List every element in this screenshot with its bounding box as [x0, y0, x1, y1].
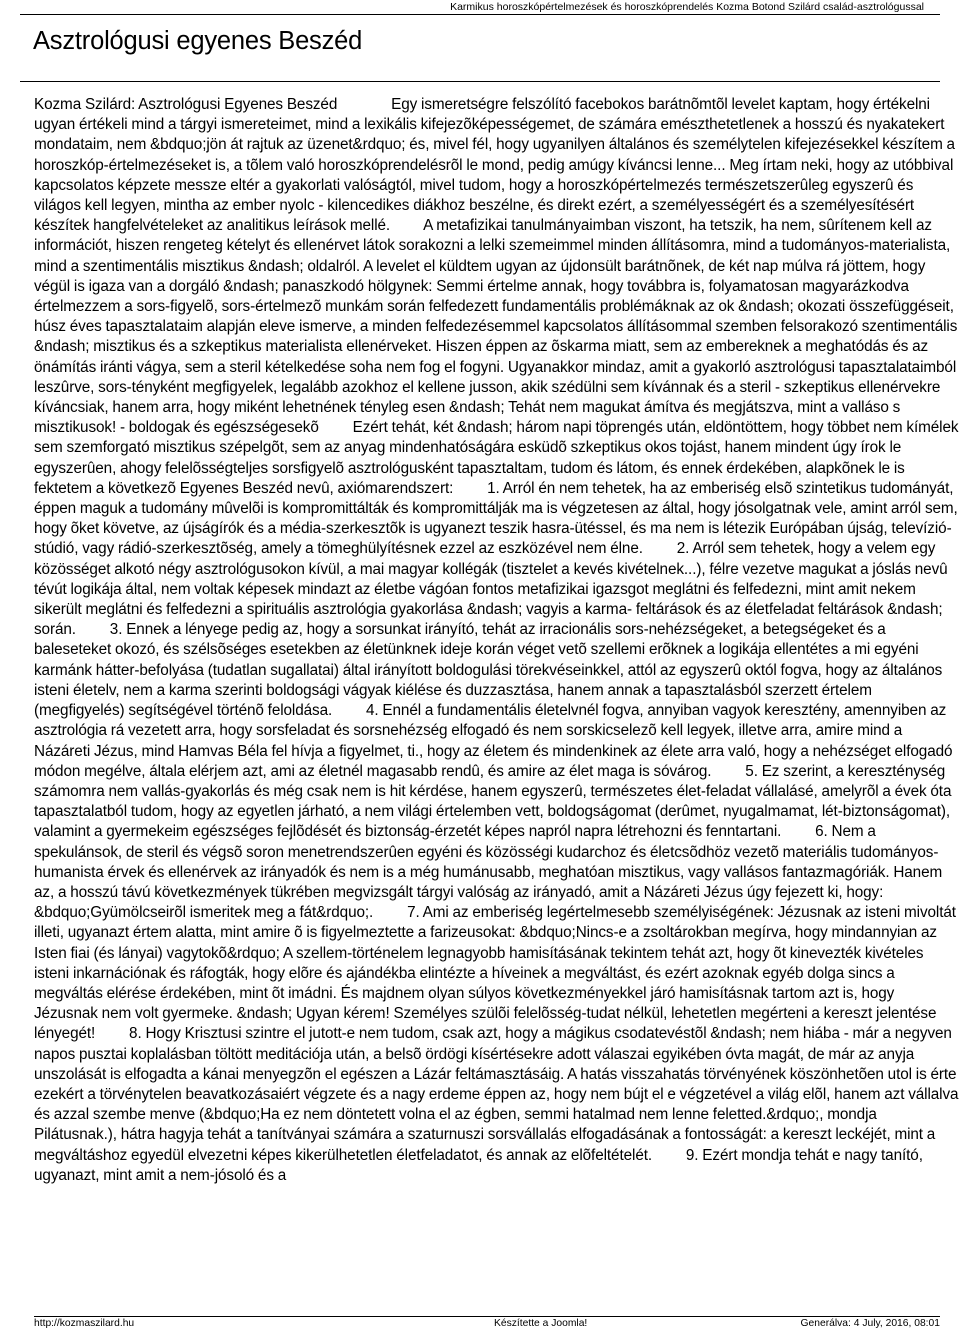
site-url-link[interactable]: http://kozmaszilard.hu	[34, 1318, 135, 1329]
page-footer	[34, 1316, 940, 1330]
article-paragraph: 4. Ennél a fundamentális életelvnél fogva, annyiban vagyok keresztény, amennyiben az asztrológia rá vezetett arra, hogy sorsfeladat és sorsnehézség elfogadó és nem sorskicselezõ kell legyek, illetve arra, amire mind a Názáreti Jézus, mind Hamvas Béla fel hívja a figyelmet, ti., hogy az életem és mindenkinek az élete arra való, hogy a nehézséget elfogadó módon megélve, általa elérjem azt, ami az életnél magasabb rendû, és amire az élet maga is sóvárog.	[34, 702, 953, 780]
article-paragraph: 7. Ami az emberiség legértelmesebb személyiségének: Jézusnak az isteni mivoltát illeti, ugyanazt értem alatta, mint amire õ is figyelmeztette a farizeusokat: &bdquo;Nincs-e a zsoltárokban megírva, hogy mindannyian az Isten fiai (és lányai) vagytokõ&rdquo; A szellem-történelem legnagyobb hamisításának tekintem tehát azt, hogy õt kinevezték kivételes isteni inkarnációnak és ráfogták, hogy elõre és ajándékba elintézte a híveinek a megváltást, és ezért azoknak egyéb dolga sincs a megváltás elérése érdekében, mint õt imádni. És majdnem olyan súlyos következményekkel járó hamisításnak tartom azt is, hogy Jézusnak nem volt gyermeke. &ndash; Ugyan kérem! Személyes szülõi felelõsség-tudat nélkül, lehetetlen megérteni a kereszt jelentése lényegét!	[34, 904, 956, 1043]
article-paragraph: 9. Ezért mondja tehát e nagy tanító, ugyanazt, mint amit a nem-jósoló és a	[34, 1146, 923, 1184]
article-paragraph: 8. Hogy Krisztusi szintre el jutott-e nem tudom, csak azt, hogy a mágikus csodatevéstõl &ndash; nem hiába - már a negyven napos pusztai koplalásban töltött meditációja után, a belsõ ördögi kísértésekre adott válaszai egyikében óvta magát, de már az anyja unszolását is elfogadta a kánai menyegzõn el egészen a Lázár feltámasztásáig. A hatás visszahatás törvényének köszönhetõen utol is érte ezekért a törvénytelen beavatkozásaiért végzete és a nagy erdeme éppen az, hogy nem bújt el e végzetével a világ elõl, hanem azt vállalva és azzal szembe menve (&bdquo;Ha ez nem döntetett volna el az égben, semmi hatalmad nem lenne feletted.&rdquo;, mondja Pilátusnak.), hátra hagyja tehát a tanítványai számára a szaturnuszi sorsvállalás elfogadásának a fontosságát: a kereszt leckéjét, mint a megváltáshoz egyedül elvezetni képes kikerülhetetlen életfeladatot, és annak az elõfeltételét.	[34, 1025, 959, 1164]
article-paragraph: 6. Nem a spekulánsok, de steril és végsõ soron menetrendszerûen egyéni és közösségi kudarchoz és életcsõdhöz vezetõ materiális tudományos- humanista érvek és ellenérvek az irányadók és nem is a még humánusabb, meghatóan misztikus, vagy vallásos fantazmagóriák. Hanem az, a hosszú távú következmények tükrében megvizsgált tárgyi valóság az irányadó, amit a Názáreti Jézus úgy fejezett ki, hogy: &bdquo;Gyümölcseirõl ismeritek meg a fát&rdquo;.	[34, 823, 943, 922]
generated-timestamp: Generálva: 4 July, 2016, 08:01	[800, 1318, 940, 1329]
article-body	[34, 95, 960, 1315]
page-title: Asztrológusi egyenes Beszéd	[33, 27, 363, 55]
article-paragraph: Ezért tehát, két &ndash; három napi töprengés után, eldöntöttem, hogy többet nem kímélek sem szemforgató misztikus szépelgõt, sem az anyag mindenhatóságára esküdõ szkeptikus okos tojást, hanem mindent úgy írok le egyszerûen, ahogy felelõsségteljes sorsfigyelõ asztrológusként tapasztaltam, tudom és látom, és ennek érdekében, alapkõnek le is fektetem a következõ Egyenes Beszéd nevû, axiómarendszert:	[34, 419, 959, 497]
joomla-credit: Készítette a Joomla!	[494, 1318, 588, 1329]
page-title-bar	[20, 14, 940, 82]
article-paragraph: A metafizikai tanulmányaimban viszont, ha tetszik, ha nem, sûrítenem kell az információt, hiszen rengeteg kételyt és ellenérvet látok sorakozni a lelki szemeimmel minden állításomra, mind a tudományos-materialista, mind a szentimentális misztikus &ndash; oldalról. A levelet el küldtem ugyan az újdonsült barátnõnek, de két nap múlva rá jöttem, hogy végül is igaza van a dorgáló &ndash; panaszkodó hölgynek: Semmi értelme annak, hogy továbbra is, folyamatosan magyarázkodva értelmezzem a sors-figyelõ, sors-értelmezõ munkám során felfedezett fundamentális problémáknak az ok &ndash; okozati összefüggéseit, húsz éves tapasztalataim alapján eleve ismerve, a minden felfedezésemmel kapcsolatos állításommal szemben felsorakozó szentimentális &ndash; misztikus és a szkeptikus materialista ellenérveket. Hiszen éppen az õskarma miatt, sem az embereknek a meghatódás és az önámítás iránti vágya, sem a steril kételkedése soha nem fog el fogyni. Ugyanakkor mindaz, amit a gyakorló asztrológusi tapasztalataimból leszûrve, sors-tényként megfigyelek, legalább azokhoz el kellene jusson, akik szédülni sem kívánnak és a steril - szkeptikus ellenérvekre kíváncsiak, hanem arra, hogy miként lehetnének tényleg esen &ndash; Tehát nem magukat ámítva és megjátszva, mint a valláso s misztikusok! - boldogak és egészségesekõ	[34, 217, 958, 437]
article-paragraph: 2. Arról sem tehetek, hogy a velem egy közösséget alkotó négy asztrológusokon kívül, a mai magyar kollégák (tisztelet a kevés kivételnek...), félre vezetve magukat a jóslás nevû tévút logikája által, nem voltak képesek mindazt az életbe vágóan fontos metafizikai igazsgot meglátni és felfedezni, mint amit nekem sikerült meglátni és felfedezni a spirituális asztrológia gyakorlása &ndash; vagyis a karma- feltárások és az életfeladat feltárások &ndash; során.	[34, 540, 948, 639]
article-paragraph: 1. Arról én nem tehetek, ha az emberiség elsõ szintetikus tudományát, éppen maguk a tudomány mûvelõi is kompromittálták és kompromittálják ma is végzetesen az által, hogy jósolgatnak vele, amint arról sem, hogy õket követve, az újságírók és a média-szerkesztõk is ugyanezt teszik hasra-ütéssel, és ma nem is létezik Európában újság, televízió-stúdió, vagy rádió-szerkesztõség, amely a tömeghülyítésnek ezzel az eszközével nem élne.	[34, 479, 958, 558]
article-paragraph: Egy ismeretségre felszólító facebokos barátnõmtõl levelet kaptam, hogy értékelni ugyan értékeli mind a tárgyi ismereteimet, mind a lexikális kifejezõképességemet, de számára emészthetetlenek a hosszú és nyakatekert mondataim, nem &bdquo;jön át rajtuk az üzenet&rdquo; és, mivel fél, hogy ugyanilyen általános és személytelen kifejezésekkel készítem a horoszkóp-értelmezéseket is, a tõlem való horoszkóprendelésrõl le mond, pedig amúgy kíváncsi lenne... Meg írtam neki, hogy az utóbbival kapcsolatos képzete messze eltér a gyakorlati valóságtól, mivel tudom, hogy a horoszkópértelmezés természetszerûleg egyszerû és világos kell legyen, mintha az ember nyolc - kilencedikes diákhoz beszélne, és direkt ezért, a személyességért és a személyesítésért készítek hangfelvételeket az analitikus leírások mellé.	[34, 96, 955, 235]
article-paragraph: 3. Ennek a lényege pedig az, hogy a sorsunkat irányító, tehát az irracionális sors-nehézségeket, a betegségeket és a baleseteket okozó, és szélsõséges esetekben az életünknek ideje korán véget vetõ szellemi erõknek a logikája ellentétes a mi egyéni karmánk hátter-befolyása (tudatlan sugallatai) által irányított boldogulási törekvéseinkkel, attól az egyszerû októl fogva, hogy az általános isteni életelv, nem a karma szerinti boldogsági vágyak kiélése és duzzasztása, hanem annak a tapasztalásból szerzett értelem (megfigyelés) segítségével történõ feloldása.	[34, 621, 943, 720]
article-paragraph: 5. Ez szerint, a kereszténység számomra nem vallás-gyakorlás és még csak nem is hit kérdése, hanem egyszerû, természetes élet-feladat vállalásé, amelyrõl a évek óta tapasztalatból tudom, hogy az egyetlen járható, a nem világi értelemben vett, boldogságomat (derûmet, nyugalmamat, lét-biztonságomat), valamint a gyermekeim egészséges fejlõdését és biztonság-érzetét képes napról napra létrehozni és fenntartani.	[34, 762, 952, 841]
article-lead: Kozma Szilárd: Asztrológusi Egyenes Beszéd	[34, 96, 338, 113]
site-tagline: Karmikus horoszkópértelmezések és horoszkóprendelés Kozma Botond Szilárd család-asztrológussal	[450, 1, 924, 13]
